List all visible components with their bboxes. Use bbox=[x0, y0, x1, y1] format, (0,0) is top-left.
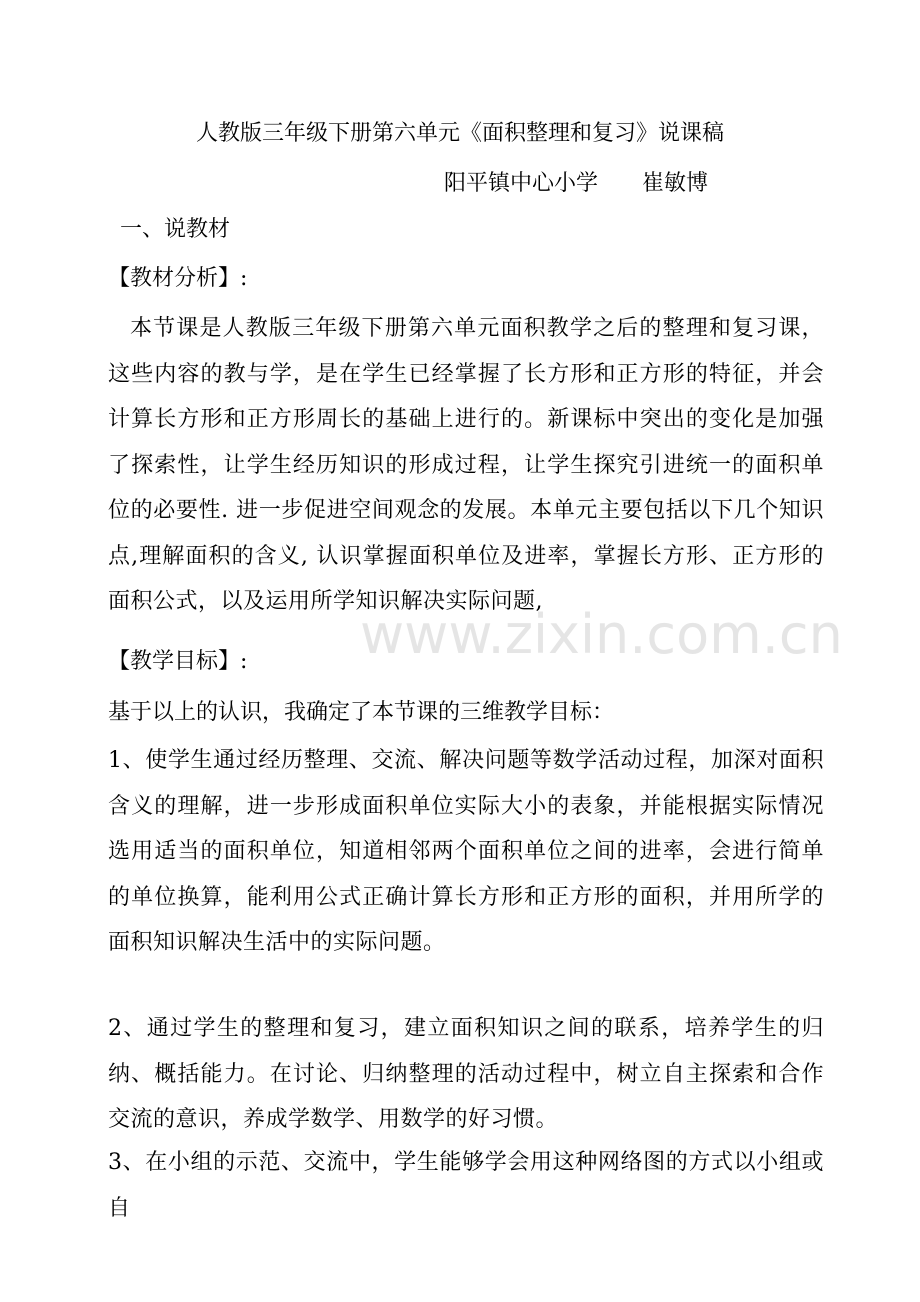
objective-3: 3、在小组的示范、交流中，学生能够学会用这种网络图的方式以小组或自 bbox=[108, 1150, 824, 1221]
author-name: 崔敏博 bbox=[642, 171, 709, 196]
school-name: 阳平镇中心小学 bbox=[444, 171, 599, 196]
byline bbox=[444, 164, 708, 204]
objective-2: 2、通过学生的整理和复习，建立面积知识之间的联系，培养学生的归纳、概括能力。在讨论、归纳整理的活动过程中，树立自主探索和合作交流的意识，养成学数学、用数学的好习惯。 bbox=[108, 1016, 824, 1132]
objectives-heading: 【教学目标】: bbox=[108, 649, 248, 674]
analysis-paragraph: 本节课是人教版三年级下册第六单元面积教学之后的整理和复习课，这些内容的教与学，是在学生已经掌握了长方形和正方形的特征，并会计算长方形和正方形周长的基础上进行的。新课标中突出的变化是加强了探索性，让学生经历知识的形成过程，让学生探究引进统一的面积单位的必要性. 进一步促进空间观念的发展。本单元主要包括以下几个知识点,理解面积的含义, 认识掌握面积单位及进率，掌握长方形、正方形的面积公式，以及运用所学知识解决实际问题, bbox=[108, 316, 824, 614]
watermark: www.zixin.com.cn bbox=[360, 603, 843, 666]
objectives-intro: 基于以上的认识，我确定了本节课的三维教学目标： bbox=[108, 700, 615, 725]
section-heading: 一、说教材 bbox=[120, 217, 231, 242]
document-title: 人教版三年级下册第六单元《面积整理和复习》说课稿 bbox=[195, 121, 724, 146]
analysis-heading: 【教材分析】: bbox=[108, 266, 248, 291]
objective-1: 1、使学生通过经历整理、交流、解决问题等数学活动过程，加深对面积含义的理解，进一步形成面积单位实际大小的表象，并能根据实际情况选用适当的面积单位，知道相邻两个面积单位之间的进率，会进行简单的单位换算，能利用公式正确计算长方形和正方形的面积，并用所学的面积知识解决生活中的实际问题。 bbox=[108, 748, 824, 955]
